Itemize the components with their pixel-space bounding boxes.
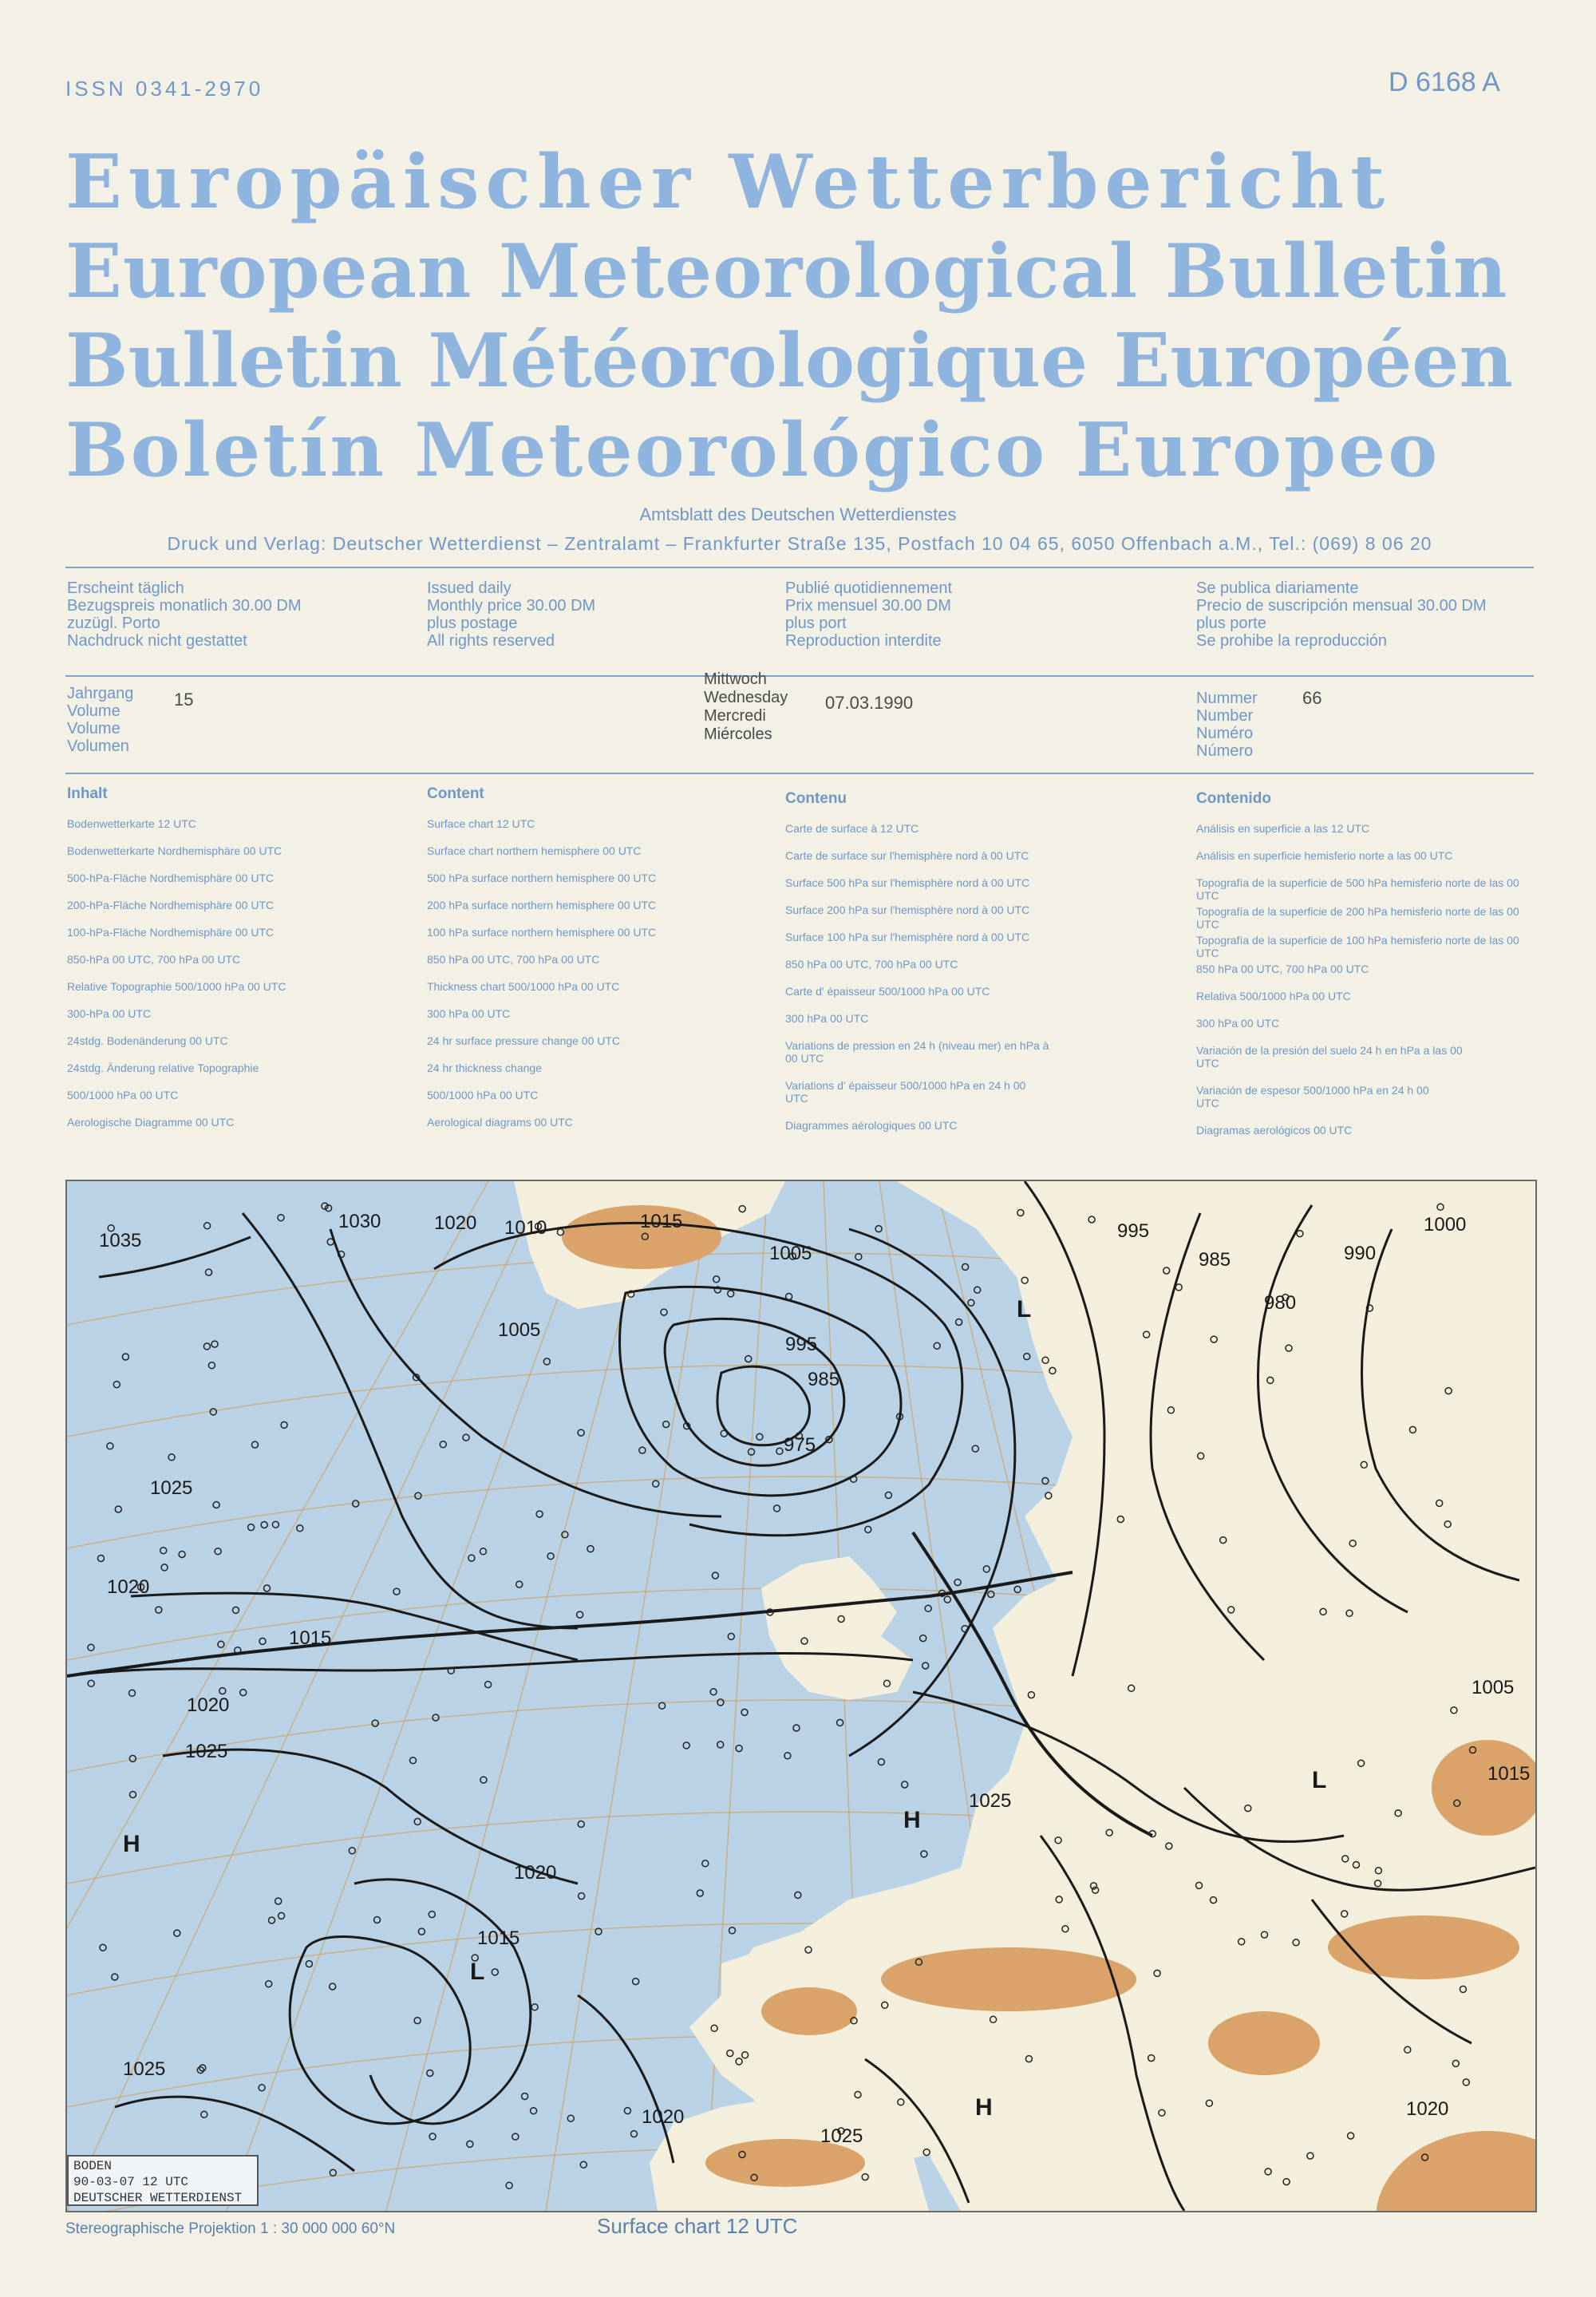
contents-item: 850 hPa 00 UTC, 700 hPa 00 UTC — [427, 953, 600, 966]
station-marker — [211, 1341, 218, 1347]
contents-item: 24 hr thickness change — [427, 1062, 542, 1074]
station-marker — [219, 1688, 226, 1694]
contents-item: 500 hPa surface northern hemisphere 00 UTC — [427, 872, 657, 884]
terms-line: Issued daily — [427, 579, 512, 597]
station-marker — [547, 1553, 554, 1560]
contents-item: 500/1000 hPa 00 UTC — [67, 1089, 179, 1101]
issue-number: 66 — [1302, 688, 1322, 708]
high-center-label: H — [123, 1831, 140, 1857]
station-marker — [1014, 1586, 1021, 1592]
station-marker — [522, 2093, 528, 2100]
contents-item: 850 hPa 00 UTC, 700 hPa 00 UTC — [1196, 963, 1369, 975]
surface-weather-map — [65, 1180, 1537, 2212]
weekday-labels — [704, 670, 788, 744]
station-marker — [793, 1725, 800, 1731]
issue-date: 07.03.1990 — [825, 693, 914, 713]
station-marker — [875, 1226, 882, 1232]
station-marker — [427, 2070, 433, 2077]
contents-item: Carte d' épaisseur 500/1000 hPa 00 UTC — [785, 985, 990, 998]
volume-label: Jahrgang — [67, 685, 134, 702]
contents-item: 24stdg. Bodenänderung 00 UTC — [67, 1034, 228, 1047]
station-marker — [920, 1635, 926, 1642]
isobar-value: 1020 — [107, 1576, 150, 1598]
station-marker — [988, 1591, 994, 1598]
station-marker — [736, 1745, 742, 1752]
station-marker — [855, 1254, 862, 1260]
contents-item: 200-hPa-Fläche Nordhemisphäre 00 UTC — [67, 899, 275, 911]
station-marker — [264, 1585, 271, 1591]
station-marker — [100, 1944, 106, 1951]
british-isles-landmass — [761, 1556, 913, 1700]
terrain-patch — [1328, 1915, 1519, 1979]
isobar — [354, 1880, 531, 2124]
legend-line: DEUTSCHER WETTERDIENST — [73, 2191, 243, 2205]
document-number: D 6168 A — [1389, 67, 1500, 97]
contents-item: Relative Topographie 500/1000 hPa 00 UTC — [67, 980, 286, 993]
contents-heading: Contenu — [785, 790, 847, 807]
terms-german — [67, 579, 301, 650]
station-marker — [467, 2141, 473, 2147]
weather-map-graphic — [67, 1181, 1535, 2211]
contents-spanish — [1196, 790, 1531, 1151]
station-marker — [562, 1532, 568, 1538]
isobar-value: 1025 — [185, 1741, 228, 1762]
contents-item: Surface chart 12 UTC — [427, 817, 535, 830]
station-marker — [275, 1898, 282, 1904]
isobar-value: 1010 — [504, 1217, 547, 1239]
isobar-value: 1025 — [820, 2125, 863, 2147]
issn-number: ISSN 0341-2970 — [65, 77, 264, 101]
legend-line: 90-03-07 12 UTC — [73, 2175, 189, 2189]
isobar-value: 980 — [1264, 1292, 1297, 1314]
contents-item: Aerologische Diagramme 00 UTC — [67, 1116, 235, 1129]
station-marker — [745, 1356, 752, 1362]
isobar-value: 1020 — [642, 2106, 685, 2128]
terms-line: Erscheint täglich — [67, 579, 184, 597]
station-marker — [297, 1525, 303, 1532]
station-marker — [712, 1572, 718, 1579]
station-marker — [374, 1917, 381, 1923]
station-marker — [631, 2131, 638, 2137]
isobar — [434, 1223, 962, 1535]
station-marker — [633, 1979, 639, 1985]
station-marker — [161, 1564, 168, 1571]
number-label: Nummer — [1196, 690, 1258, 707]
station-marker — [713, 1276, 720, 1283]
station-marker — [1024, 1354, 1030, 1360]
terms-line: Monthly price 30.00 DM — [427, 597, 596, 615]
station-marker — [972, 1445, 978, 1452]
isobar-value: 975 — [784, 1434, 816, 1456]
station-marker — [414, 1818, 421, 1825]
station-marker — [659, 1702, 666, 1709]
station-marker — [885, 1492, 891, 1498]
isobar-value: 1015 — [640, 1211, 683, 1232]
station-marker — [531, 2004, 538, 2010]
station-marker — [463, 1434, 469, 1441]
station-marker — [201, 2111, 207, 2117]
terrain-patch — [761, 1987, 857, 2035]
contents-item: Carte de surface à 12 UTC — [785, 822, 919, 835]
station-marker — [506, 2182, 512, 2188]
terms-line: Publié quotidiennement — [785, 579, 953, 597]
contents-item: 500/1000 hPa 00 UTC — [427, 1089, 539, 1101]
isobar — [578, 1995, 674, 2163]
station-marker — [968, 1299, 974, 1306]
station-marker — [702, 1860, 709, 1867]
contents-item: Diagrammes aérologiques 00 UTC — [785, 1119, 958, 1132]
station-marker — [279, 1912, 285, 1919]
station-marker — [543, 1358, 550, 1365]
isobar — [131, 1593, 578, 1660]
station-marker — [492, 1969, 498, 1975]
station-marker — [213, 1502, 219, 1508]
station-marker — [372, 1720, 378, 1726]
station-marker — [956, 1319, 962, 1326]
contents-english — [427, 785, 770, 1143]
contents-item: Surface chart northern hemisphere 00 UTC — [427, 844, 642, 857]
title-german: Europäischer Wetterbericht — [65, 138, 1392, 225]
contents-item: 500-hPa-Fläche Nordhemisphäre 00 UTC — [67, 872, 275, 884]
station-marker — [429, 2133, 436, 2140]
isobar-value: 1015 — [1487, 1763, 1531, 1785]
station-marker — [784, 1753, 791, 1759]
station-marker — [252, 1441, 259, 1448]
chart-label: Surface chart 12 UTC — [597, 2214, 798, 2238]
station-marker — [107, 1443, 113, 1449]
isobar-value: 1020 — [434, 1212, 477, 1234]
station-marker — [203, 1343, 210, 1350]
high-center-label: H — [903, 1807, 921, 1833]
contents-item: Análisis en superficie hemisferio norte a las 00 UTC — [1196, 849, 1453, 862]
station-marker — [728, 1633, 734, 1639]
station-marker — [129, 1690, 136, 1696]
terms-line: zuzügl. Porto — [67, 615, 160, 632]
weekday-label: Wednesday — [704, 689, 788, 706]
isobar-value: 1015 — [477, 1927, 520, 1949]
station-marker — [414, 2018, 421, 2024]
volume-label: Volumen — [67, 737, 129, 755]
divider — [65, 773, 1534, 774]
publisher-line: Druck und Verlag: Deutscher Wetterdienst – Zentralamt – Frankfurter Straße 135, Postfach 10 04 65, 6050 Offenbach a.M., Tel.: (069) 8 06 20 — [167, 533, 1432, 554]
station-marker — [795, 1892, 801, 1898]
contents-item: 24 hr surface pressure change 00 UTC — [427, 1034, 621, 1047]
station-marker — [934, 1342, 940, 1349]
weekday-label: Mercredi — [704, 707, 766, 725]
weekday-label: Miércoles — [704, 725, 772, 743]
isobar-value: 1020 — [1406, 2098, 1449, 2120]
station-marker — [393, 1588, 400, 1595]
station-marker — [160, 1548, 167, 1554]
station-marker — [921, 1851, 927, 1857]
contents-german — [67, 785, 410, 1143]
station-marker — [272, 1521, 279, 1528]
station-marker — [215, 1548, 221, 1555]
contents-heading: Contenido — [1196, 790, 1271, 807]
station-marker — [204, 1223, 211, 1229]
contents-item: Variación de la presión del suelo 24 h en hPa a las 00 UTC — [1196, 1044, 1463, 1069]
isobar-value: 1020 — [514, 1862, 557, 1884]
station-marker — [902, 1781, 908, 1788]
low-center-label: L — [1017, 1296, 1032, 1322]
contents-item: 24stdg. Änderung relative Topographie — [67, 1062, 259, 1074]
contents-heading: Inhalt — [67, 785, 108, 802]
low-center-label: L — [1312, 1767, 1327, 1793]
contents-item: Variación de espesor 500/1000 hPa en 24 h 00 UTC — [1196, 1084, 1429, 1109]
contents-item: Análisis en superficie a las 12 UTC — [1196, 822, 1370, 835]
station-marker — [653, 1481, 659, 1487]
station-marker — [578, 1429, 584, 1436]
station-marker — [721, 1430, 727, 1437]
station-marker — [683, 1742, 689, 1749]
isobar-value: 1025 — [969, 1790, 1012, 1812]
official-gazette-line: Amtsblatt des Deutschen Wetterdienstes — [639, 504, 957, 524]
terms-line: Se prohibe la reproducción — [1196, 632, 1388, 650]
terms-spanish — [1196, 579, 1487, 650]
number-label: Numéro — [1196, 725, 1254, 742]
terrain-patch — [1208, 2011, 1320, 2075]
isobar-value: 1025 — [123, 2058, 166, 2080]
station-marker — [944, 1596, 950, 1603]
station-marker — [728, 1291, 734, 1297]
station-marker — [512, 2133, 519, 2140]
station-marker — [579, 1893, 585, 1900]
station-marker — [261, 1522, 267, 1528]
station-marker — [717, 1699, 724, 1706]
station-marker — [240, 1690, 247, 1696]
contents-item: Surface 500 hPa sur l'hemisphère nord à 00 UTC — [785, 876, 1030, 889]
station-marker — [516, 1581, 523, 1587]
terms-line: Precio de suscripción mensual 30.00 DM — [1196, 597, 1487, 615]
number-label: Número — [1196, 742, 1254, 760]
isobar — [620, 1287, 902, 1496]
isobar-value: 1030 — [338, 1211, 381, 1232]
map-legend-box — [67, 2155, 259, 2206]
isobar-value: 985 — [808, 1369, 840, 1390]
contents-item: Bodenwetterkarte Nordhemisphäre 00 UTC — [67, 844, 282, 857]
station-marker — [88, 1644, 94, 1651]
station-marker — [122, 1354, 128, 1360]
isobar-value: 1005 — [769, 1243, 812, 1264]
station-marker — [418, 1928, 425, 1935]
station-marker — [266, 1981, 272, 1987]
station-marker — [567, 2115, 574, 2121]
station-marker — [248, 1524, 255, 1531]
contents-item: Variations d' épaisseur 500/1000 hPa en 24 h 00 UTC — [785, 1079, 1026, 1105]
longitude-line — [67, 1181, 544, 2211]
divider — [65, 567, 1534, 568]
terms-line: Se publica diariamente — [1196, 579, 1359, 597]
contents-item: Relativa 500/1000 hPa 00 UTC — [1196, 990, 1351, 1002]
isobar — [717, 1366, 810, 1445]
number-labels — [1196, 690, 1258, 760]
station-marker — [218, 1641, 224, 1647]
station-marker — [208, 1362, 215, 1369]
station-marker — [174, 1930, 180, 1936]
longitude-line — [546, 1181, 712, 2211]
isobar-value: 1005 — [498, 1319, 541, 1341]
station-marker — [578, 1821, 584, 1828]
contents-heading: Content — [427, 785, 484, 802]
station-marker — [878, 1759, 884, 1765]
station-marker — [410, 1757, 417, 1764]
isobar — [243, 1213, 578, 1628]
station-marker — [577, 1611, 583, 1618]
contents-item: Carte de surface sur l'hemisphère nord à 00 UTC — [785, 849, 1029, 862]
isobar-value: 1035 — [99, 1230, 142, 1251]
terms-line: Reproduction interdite — [785, 632, 942, 650]
contents-item: Variations de pression en 24 h (niveau mer) en hPa à 00 UTC — [785, 1039, 1049, 1065]
station-marker — [580, 2161, 587, 2168]
station-marker — [327, 1239, 334, 1245]
station-marker — [349, 1848, 355, 1854]
station-marker — [624, 2108, 630, 2114]
station-marker — [278, 1215, 284, 1221]
station-marker — [974, 1287, 981, 1293]
station-marker — [480, 1548, 487, 1555]
station-marker — [757, 1433, 763, 1440]
station-marker — [233, 1607, 239, 1613]
volume-label: Volume — [67, 720, 120, 737]
contents-item: 850 hPa 00 UTC, 700 hPa 00 UTC — [785, 958, 958, 971]
station-marker — [468, 1555, 475, 1561]
divider — [65, 675, 1534, 677]
station-marker — [663, 1421, 670, 1428]
station-marker — [697, 1890, 703, 1896]
contents-item: Topografía de la superficie de 200 hPa hemisferio norte de las 00 UTC — [1196, 905, 1519, 931]
station-marker — [156, 1607, 162, 1613]
station-marker — [206, 1269, 212, 1275]
terms-line: Bezugspreis monatlich 30.00 DM — [67, 597, 302, 615]
isobar-value: 1020 — [187, 1694, 230, 1716]
station-marker — [639, 1447, 646, 1453]
terrain-patch — [881, 1947, 1136, 2011]
isobar-value: 995 — [785, 1334, 818, 1355]
station-marker — [587, 1546, 594, 1552]
station-marker — [741, 1709, 748, 1715]
contents-item: Surface 200 hPa sur l'hemisphère nord à 00 UTC — [785, 903, 1030, 916]
station-marker — [259, 1638, 266, 1644]
weekday-label: Mittwoch — [704, 670, 767, 688]
title-spanish: Boletín Meteorológico Europeo — [65, 406, 1440, 493]
contents-item: 300 hPa 00 UTC — [785, 1012, 869, 1025]
contents-item: 850-hPa 00 UTC, 700 hPa 00 UTC — [67, 953, 241, 966]
low-center-label: L — [470, 1959, 485, 1985]
station-marker — [306, 1961, 312, 1967]
contents-item: Diagramas aerológicos 00 UTC — [1196, 1124, 1353, 1137]
terms-line: plus porte — [1196, 615, 1266, 632]
contents-item: Topografía de la superficie de 100 hPa hemisferio norte de las 00 UTC — [1196, 934, 1519, 959]
volume-value: 15 — [174, 690, 194, 710]
station-marker — [954, 1579, 961, 1586]
station-marker — [661, 1309, 667, 1315]
station-marker — [113, 1382, 120, 1388]
contents-item: Thickness chart 500/1000 hPa 00 UTC — [427, 980, 620, 993]
station-marker — [837, 1719, 843, 1726]
volume-labels — [67, 685, 133, 755]
contents-item: 300 hPa 00 UTC — [427, 1007, 511, 1020]
station-marker — [485, 1682, 492, 1688]
station-marker — [962, 1263, 969, 1270]
legend-line: BODEN — [73, 2159, 113, 2173]
station-marker — [531, 2108, 537, 2114]
station-marker — [710, 1689, 717, 1695]
number-label: Number — [1196, 707, 1254, 725]
terms-line: plus postage — [427, 615, 518, 632]
isobar-value: 995 — [1117, 1220, 1150, 1242]
title-english: European Meteorological Bulletin — [65, 227, 1508, 314]
station-marker — [480, 1777, 487, 1783]
contents-item: Bodenwetterkarte 12 UTC — [67, 817, 196, 830]
contents-item: Aerological diagrams 00 UTC — [427, 1116, 573, 1129]
contents-item: Topografía de la superficie de 500 hPa hemisferio norte de las 00 UTC — [1196, 876, 1519, 902]
station-marker — [281, 1421, 287, 1428]
isobar-value: 1015 — [289, 1627, 332, 1649]
station-marker — [330, 1983, 336, 1990]
station-marker — [786, 1294, 792, 1300]
station-marker — [865, 1526, 871, 1532]
station-marker — [330, 2169, 336, 2176]
station-marker — [925, 1605, 931, 1611]
isobar-value: 985 — [1199, 1249, 1231, 1271]
contents-item: 100-hPa-Fläche Nordhemisphäre 00 UTC — [67, 926, 275, 939]
title-french: Bulletin Météorologique Européen — [65, 317, 1514, 404]
contents-item: 200 hPa surface northern hemisphere 00 UTC — [427, 899, 657, 911]
terms-line: Nachdruck nicht gestattet — [67, 632, 247, 650]
station-marker — [168, 1454, 175, 1461]
station-marker — [112, 1974, 118, 1980]
high-center-label: H — [975, 2094, 993, 2121]
station-marker — [130, 1792, 136, 1798]
station-marker — [717, 1742, 724, 1748]
contents-item: 300 hPa 00 UTC — [1196, 1017, 1280, 1030]
isobar-value: 1005 — [1472, 1677, 1515, 1698]
station-marker — [440, 1441, 446, 1448]
station-marker — [259, 2085, 265, 2091]
longitude-line — [227, 1181, 600, 2211]
isobar-value: 1025 — [150, 1477, 193, 1499]
station-marker — [983, 1566, 990, 1572]
station-marker — [429, 1912, 435, 1918]
station-marker — [776, 1448, 783, 1454]
station-marker — [922, 1662, 929, 1669]
station-marker — [774, 1505, 780, 1512]
station-marker — [729, 1927, 736, 1934]
station-marker — [115, 1506, 121, 1512]
contents-french — [785, 790, 1168, 1146]
terms-line: All rights reserved — [427, 632, 555, 650]
volume-label: Volume — [67, 702, 120, 720]
terms-line: plus port — [785, 615, 847, 632]
station-marker — [1042, 1477, 1049, 1484]
terms-line: Prix mensuel 30.00 DM — [785, 597, 951, 615]
terms-english — [427, 579, 595, 650]
station-marker — [536, 1511, 543, 1517]
contents-item: 300-hPa 00 UTC — [67, 1007, 152, 1020]
station-marker — [269, 1917, 275, 1923]
contents-item: 100 hPa surface northern hemisphere 00 UTC — [427, 926, 657, 939]
projection-note: Stereographische Projektion 1 : 30 000 000 60°N — [65, 2220, 396, 2237]
isobar-value: 990 — [1344, 1243, 1377, 1264]
terms-french — [785, 579, 952, 650]
station-marker — [98, 1556, 105, 1562]
station-marker — [179, 1552, 185, 1558]
isobar-value: 1000 — [1424, 1214, 1467, 1235]
contents-item: Surface 100 hPa sur l'hemisphère nord à 00 UTC — [785, 931, 1030, 943]
station-marker — [88, 1680, 94, 1686]
